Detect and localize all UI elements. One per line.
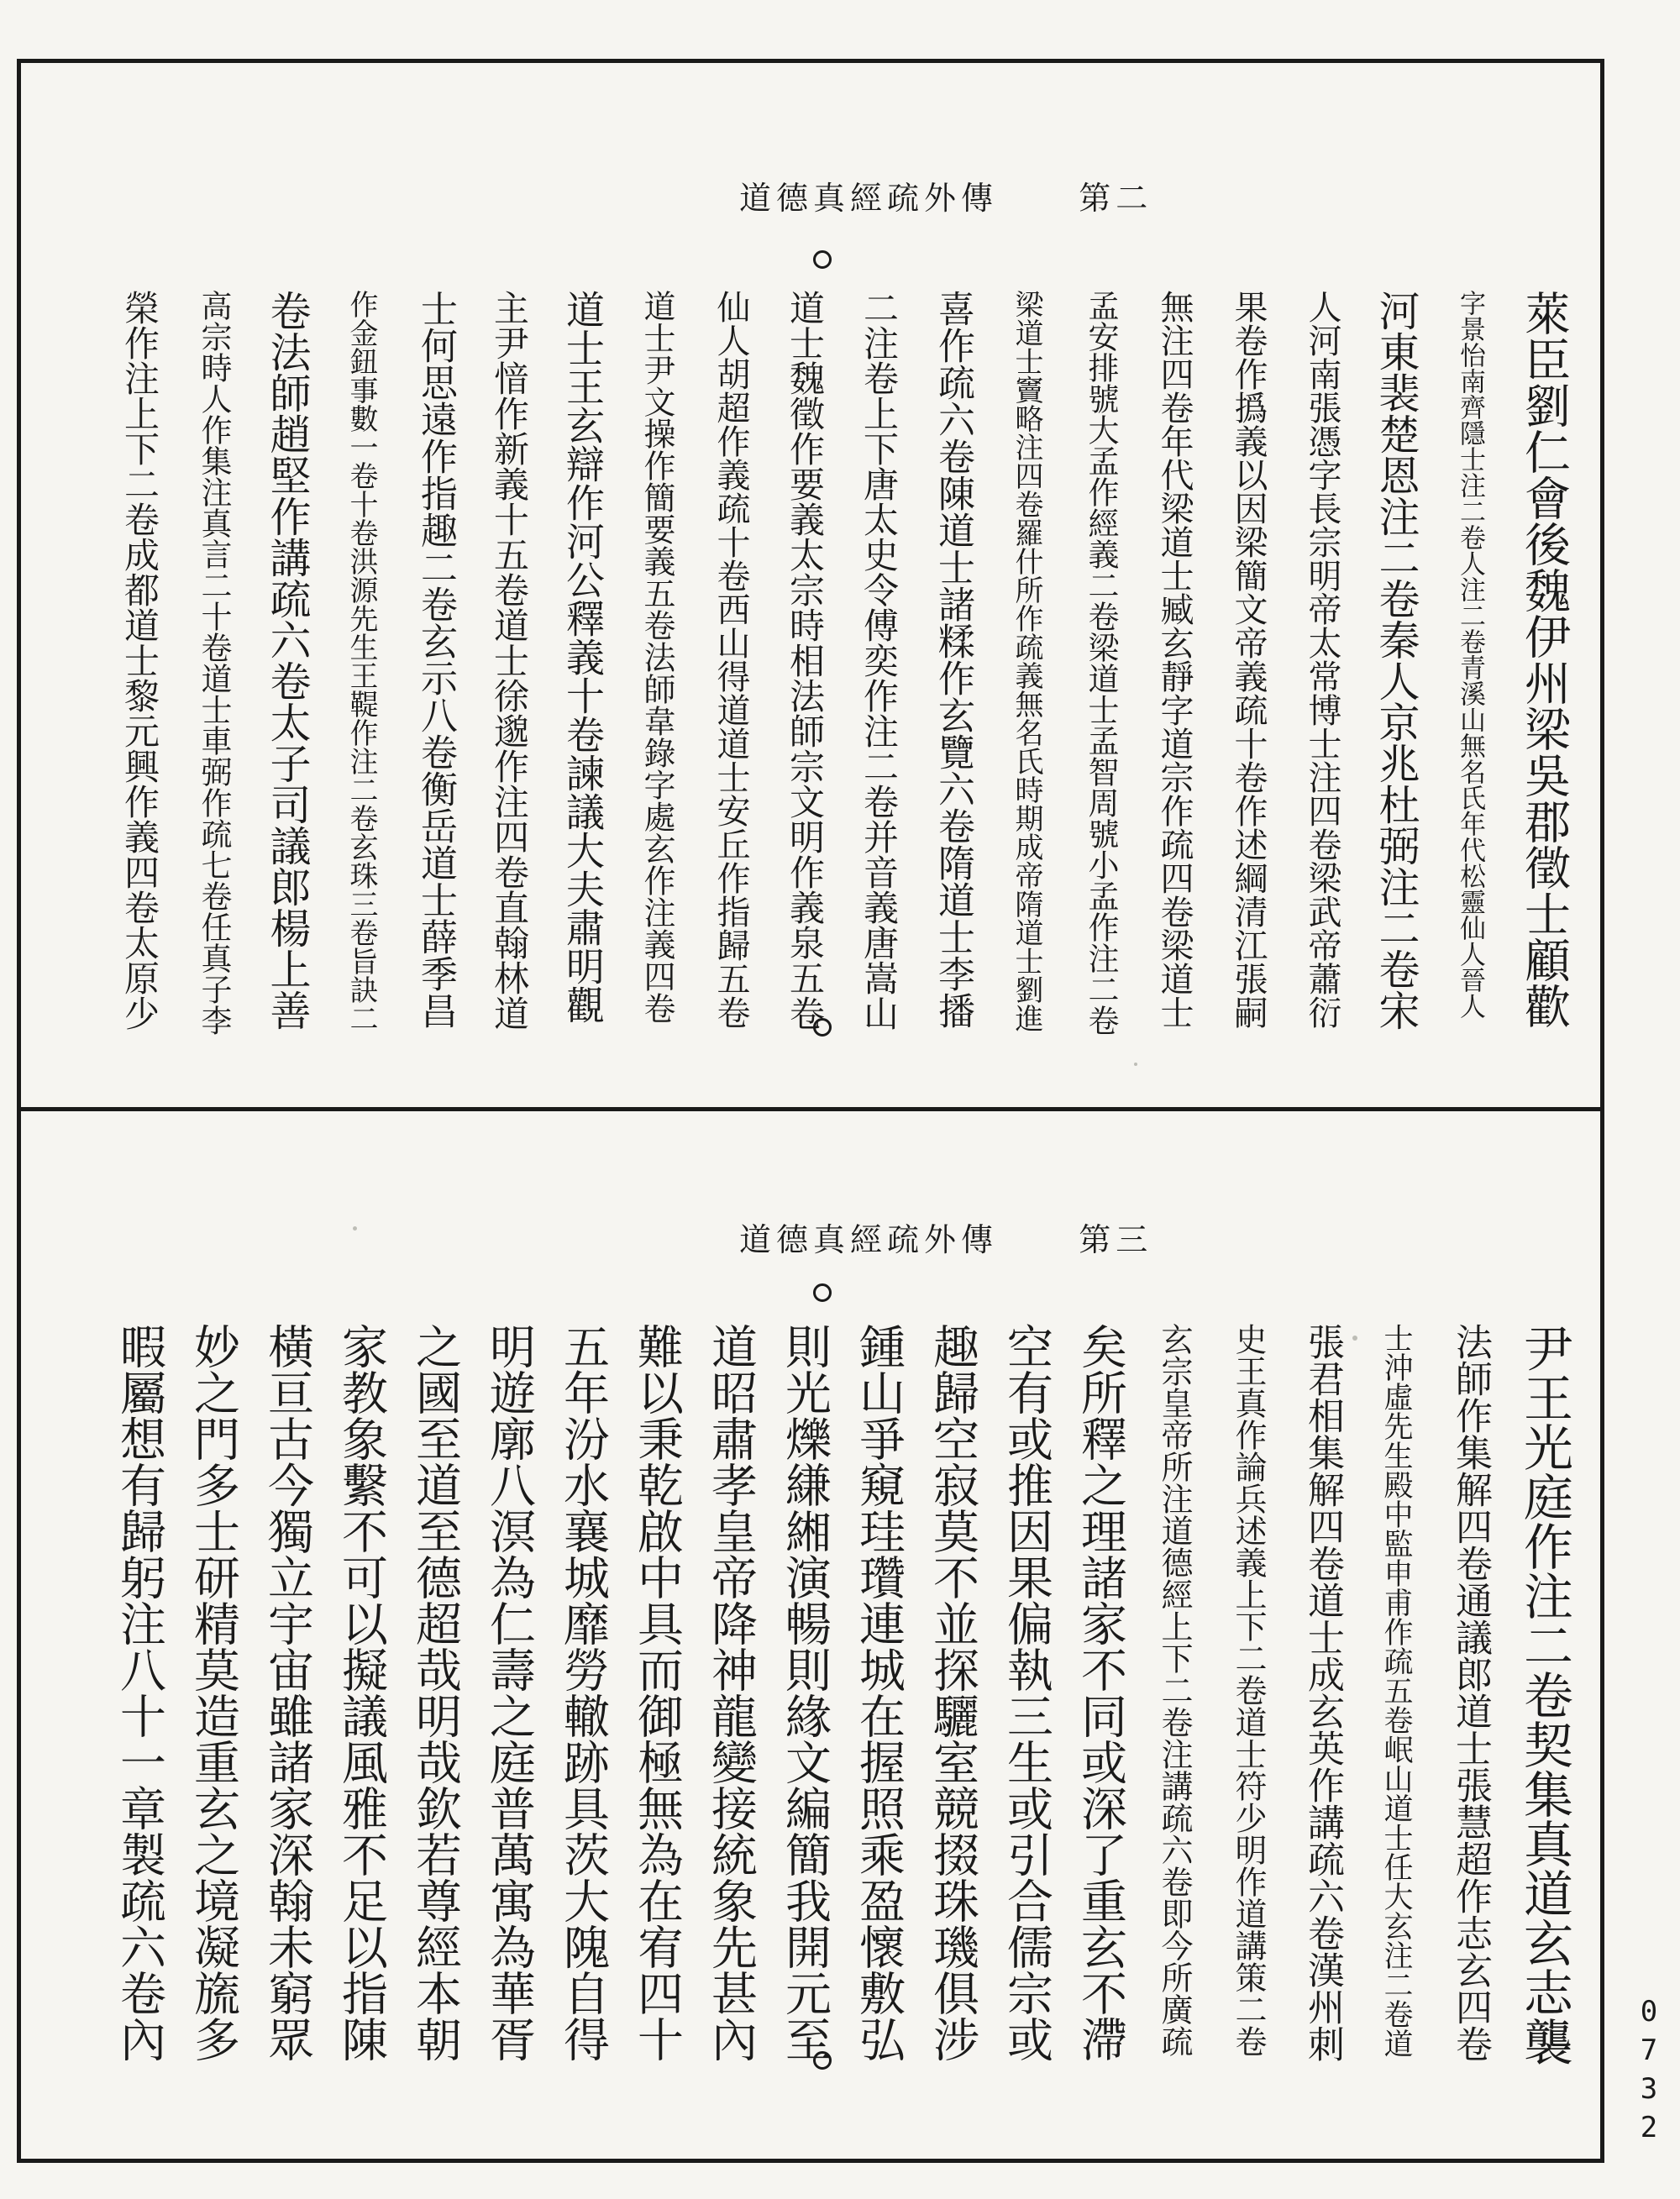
text-column: 河東裴楚恩注二卷秦人京兆杜弼注二卷宋	[1373, 290, 1420, 1031]
lower-circle-mark-top	[813, 1283, 832, 1302]
page-divider	[17, 1107, 1604, 1111]
text-column: 道士尹文操作簡要義五卷法師韋錄字處玄作注義四卷	[638, 290, 675, 1024]
text-column: 士何思遠作指趣二卷玄示八卷衡岳道士薛季昌	[414, 290, 457, 1029]
text-column: 孟安排號大孟作經義二卷梁道士孟智周號小孟作注二卷	[1083, 290, 1119, 1036]
upper-circle-mark-top	[813, 250, 832, 269]
text-column: 字景怡南齊隱士注二卷人注二卷青溪山無名氏年代松靈仙人晉人	[1455, 290, 1485, 1019]
paper-speck	[353, 1226, 357, 1231]
text-column: 二注卷上下唐太史令傅奕作注二卷并音義唐嵩山	[858, 290, 900, 1031]
text-column: 作金鈕事數一卷十卷洪源先生王鞮作注二卷玄珠三卷旨訣二	[344, 290, 378, 1032]
lower-running-title	[739, 1214, 1152, 1260]
text-column: 橫亘古今獨立宇宙雖諸家深翰未窮眾	[260, 1323, 314, 2062]
text-column: 法師作集解四卷通議郎道士張慧超作志玄四卷	[1449, 1323, 1492, 2062]
lower-running-title-section: 第三	[1079, 1221, 1153, 1258]
upper-running-title-book: 道德真經疏外傳	[739, 180, 999, 217]
text-column: 道士魏徵作要義太宗時相法師宗文明作義泉五卷	[785, 290, 826, 1031]
text-column: 張君相集解四卷道士成玄英作講疏六卷漢州刺	[1301, 1323, 1344, 2062]
text-column: 榮作注上下二卷成都道士黎元興作義四卷太原少	[119, 290, 160, 1031]
upper-running-title	[739, 172, 1152, 218]
text-column: 高宗時人作集注真言二十卷道士車弼作疏七卷任真子李	[196, 290, 232, 1036]
text-column: 喜作疏六卷陳道士諸糅作玄覽六卷隋道士李播	[932, 290, 974, 1029]
text-column: 無注四卷年代梁道士臧玄靜字道宗作疏四卷梁道士	[1155, 290, 1194, 1029]
text-column: 妙之門多士研精莫造重玄之境凝旒多	[186, 1323, 240, 2062]
text-column: 趣歸空寂莫不並探驪室競掇珠璣俱涉	[926, 1323, 979, 2062]
text-column: 鍾山爭窺珪瓚連城在握照乘盈懷敷弘	[852, 1323, 906, 2062]
text-column: 道昭肅孝皇帝降神龍變接統象先甚內	[704, 1323, 758, 2062]
text-column: 明遊廓八溟為仁壽之庭普萬寓為華胥	[482, 1323, 536, 2062]
page-number: 0732	[1632, 1995, 1666, 2149]
text-column: 暇屬想有歸躬注八十一章製疏六卷內	[113, 1323, 166, 2062]
text-column: 卷法師趙堅作講疏六卷太子司議郎楊上善	[264, 290, 312, 1031]
text-column: 梁道士竇略注四卷羅什所作疏義無名氏時期成帝隋道士劉進	[1010, 290, 1043, 1032]
text-column: 史王真作論兵述義上下二卷道士符少明作道講策二卷	[1230, 1323, 1267, 2057]
paper-speck	[1352, 1336, 1357, 1341]
text-column: 家教象繫不可以擬議風雅不足以指陳	[334, 1323, 388, 2062]
text-column: 空有或推因果偏執三生或引合儒宗或	[1000, 1323, 1053, 2062]
text-column: 萊臣劉仁會後魏伊州梁吳郡徵士顧歡	[1517, 290, 1571, 1029]
text-column: 之國至道至德超哉明哉欽若尊經本朝	[408, 1323, 462, 2062]
text-column: 則光爍縑緗演暢則緣文編簡我開元至	[778, 1323, 832, 2062]
text-column: 主尹愔作新義十五卷道士徐邈作注四卷直翰林道	[489, 290, 530, 1031]
text-column: 難以秉乾啟中具而御極無為在宥四十	[630, 1323, 684, 2062]
text-column: 士沖虛先生殿中監申甫作疏五卷岷山道士任大玄注二卷道	[1379, 1323, 1413, 2058]
upper-running-title-section: 第二	[1079, 180, 1153, 217]
text-column: 五年汾水襄城靡勞轍跡具茨大隗自得	[556, 1323, 610, 2062]
lower-running-title-book: 道德真經疏外傳	[739, 1221, 999, 1258]
text-column: 矣所釋之理諸家不同或深了重玄不滯	[1074, 1323, 1127, 2062]
text-column: 人河南張憑字長宗明帝太常博士注四卷梁武帝蕭衍	[1303, 290, 1341, 1029]
text-column: 仙人胡超作義疏十卷西山得道道士安丘作指歸五卷	[711, 290, 750, 1029]
text-column: 玄宗皇帝所注道德經上下二卷注講疏六卷即今所廣疏	[1156, 1323, 1193, 2057]
paper-speck	[1134, 1063, 1137, 1066]
text-column: 尹王光庭作注二卷契集真道玄志襲	[1515, 1323, 1573, 2066]
text-column: 道士王玄辯作河公釋義十卷諫議大夫肅明觀	[560, 290, 606, 1024]
text-column: 果卷作撝義以因梁簡文帝義疏十卷作述綱清江張嗣	[1229, 290, 1268, 1029]
